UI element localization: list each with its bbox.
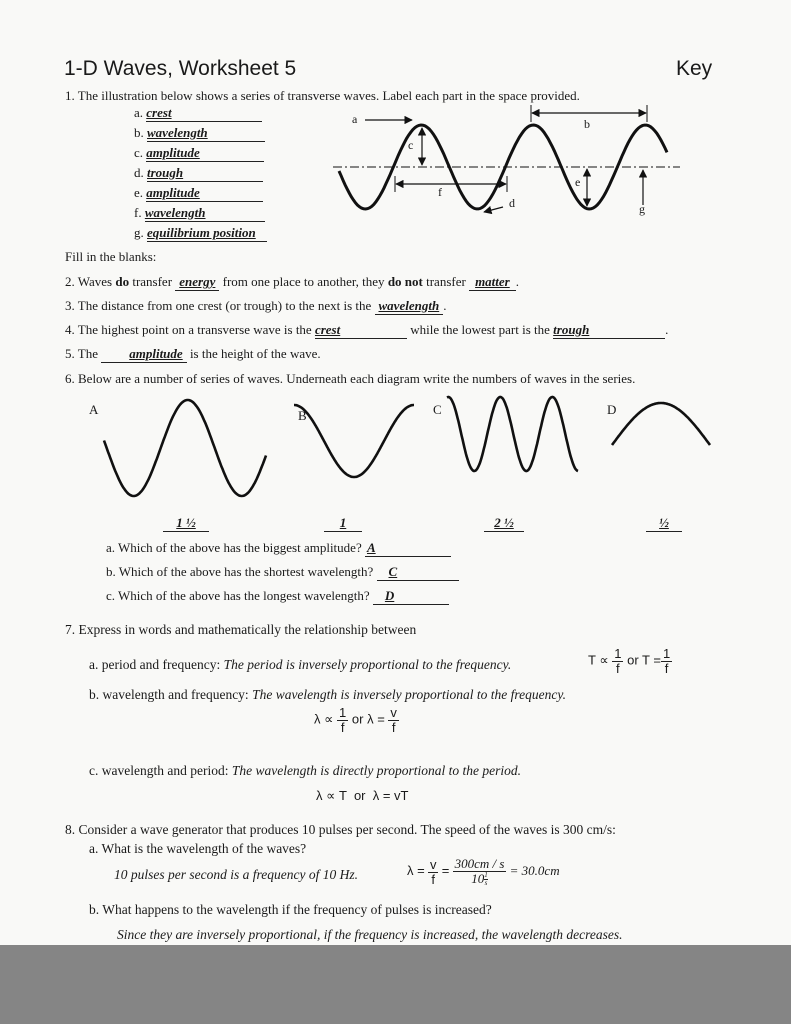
bottom-gray-band xyxy=(0,945,791,1024)
q7-a-formula: T ∝ $\frac{1}{f}$ or T = $\frac{1}{f}$ xyxy=(588,646,671,676)
wave-label-c: C xyxy=(433,402,442,417)
fill-blanks-heading: Fill in the blanks: xyxy=(65,249,157,264)
q7-c-formula: λ ∝ T or λ = vT xyxy=(316,788,409,803)
q6-prompt: 6. Below are a number of series of waves. Underneath each diagram write the numbers of waves in the series. xyxy=(65,371,636,386)
q2-line: 2. Waves do transfer energy from one place to another, they do not transfer matter . xyxy=(65,274,519,289)
wave-count-a: 1 ½ xyxy=(163,515,209,532)
q7-b-formula: λ ∝ $\frac{1}{f}$ or λ = $\frac{v}{f}$ xyxy=(314,705,397,735)
q4-line: 4. The highest point on a transverse wave is the crest while the lowest part is the trough . xyxy=(65,322,669,337)
list-item: d. trough xyxy=(134,165,263,182)
list-item: e. amplitude xyxy=(134,185,263,202)
wave-c xyxy=(447,397,578,471)
diagram-label-f: f xyxy=(438,185,442,199)
wave-b xyxy=(294,405,414,477)
list-item: a. crest xyxy=(134,105,262,122)
wave-count-b: 1 xyxy=(324,515,362,532)
wave-d xyxy=(612,403,710,445)
wave-label-a: A xyxy=(89,402,99,417)
q5-line: 5. The amplitude is the height of the wave. xyxy=(65,346,321,361)
diagram-label-d: d xyxy=(509,196,515,210)
diagram-label-e: e xyxy=(575,175,581,189)
wave-label-d: D xyxy=(607,402,617,417)
q8-equation: λ = $\frac{v}{f}$ = 300cm / s 10 $\frac{1}{s}$ = 30.0cm xyxy=(407,856,560,888)
q6-subq-a: a. Which of the above has the biggest amplitude? A xyxy=(106,540,451,557)
wave-count-d: ½ xyxy=(646,515,682,532)
wave-count-c: 2 ½ xyxy=(484,515,524,532)
list-item: b. wavelength xyxy=(134,125,265,142)
q7-c-line: c. wavelength and period: The wavelength is directly proportional to the period. xyxy=(89,763,522,778)
q8-a-answer: 10 pulses per second is a frequency of 10 Hz. xyxy=(114,867,358,882)
diagram-label-b: b xyxy=(584,117,590,131)
diagram-label-c: c xyxy=(408,138,414,152)
wave-label-b: B xyxy=(298,408,307,423)
wave-a xyxy=(104,400,266,496)
q7-prompt: 7. Express in words and mathematically the relationship between xyxy=(65,622,417,637)
q7-b-line: b. wavelength and frequency: The wavelength is inversely proportional to the frequency. xyxy=(89,687,567,702)
diagram-label-a: a xyxy=(352,112,358,126)
q7-a-line: a. period and frequency: The period is inversely proportional to the frequency. xyxy=(89,657,512,672)
q1-prompt: 1. The illustration below shows a series of transverse waves. Label each part in the space provided. xyxy=(65,88,580,103)
q6-subq-c: c. Which of the above has the longest wavelength? D xyxy=(106,588,449,605)
diagram-label-g: g xyxy=(639,202,645,216)
list-item: f. wavelength xyxy=(134,205,265,222)
page-title: 1-D Waves, Worksheet 5 xyxy=(64,57,297,80)
q8-prompt: 8. Consider a wave generator that produces 10 pulses per second. The speed of the waves is 300 cm/s: xyxy=(65,822,616,837)
key-label: Key xyxy=(676,57,713,80)
q8-b-question: b. What happens to the wavelength if the frequency of pulses is increased? xyxy=(89,902,492,917)
list-item: c. amplitude xyxy=(134,145,264,162)
q6-subq-b: b. Which of the above has the shortest wavelength? C xyxy=(106,564,459,581)
list-item: g. equilibrium position xyxy=(134,225,267,242)
q3-line: 3. The distance from one crest (or trough) to the next is the wavelength . xyxy=(65,298,447,313)
q8-a-question: a. What is the wavelength of the waves? xyxy=(89,841,307,856)
q8-b-answer: Since they are inversely proportional, if the frequency is increased, the wavelength decreases. xyxy=(117,927,623,942)
